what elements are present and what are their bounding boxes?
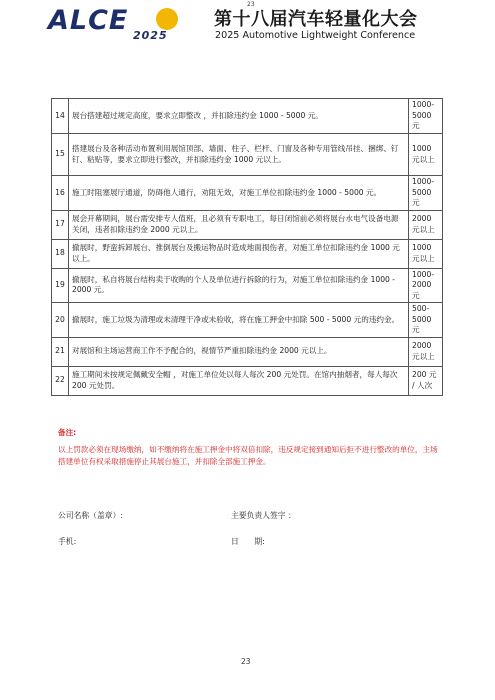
row-number: 17 — [52, 210, 69, 239]
table-row — [52, 210, 443, 239]
row-number: 21 — [52, 337, 69, 366]
leader-signature-label: 主要负责人签字 ： — [231, 511, 296, 520]
page-number-bottom: 23 — [241, 657, 251, 666]
sun-icon — [156, 8, 178, 30]
row-amount: 2000 元以上 — [409, 210, 443, 239]
row-text: 撤展时，施工垃圾为清理或未清理干净或未验收，将在施工押金中扣除 500 - 5000 元的违约金。 — [69, 303, 409, 338]
logo-year: 2025 — [133, 29, 168, 42]
table-row — [52, 99, 443, 134]
row-text: 展台搭建超过规定高度，要求立即整改 ，并扣除违约金 1000 - 5000 元。 — [69, 99, 409, 134]
row-amount: 1000 元以上 — [409, 239, 443, 268]
row-amount: 1000-5000 元 — [409, 99, 443, 134]
row-number: 19 — [52, 268, 69, 303]
company-name-label: 公司名称（盖章）: — [58, 511, 124, 520]
logo-word: ALCE — [48, 5, 129, 36]
row-text: 对展馆和主场运营商工作不予配合的，视情节严重扣除违约金 2000 元以上。 — [69, 337, 409, 366]
phone-label: 手机: — [58, 537, 77, 546]
row-amount: 1000-2000 元 — [409, 268, 443, 303]
row-number: 18 — [52, 239, 69, 268]
page-number-top: 23 — [247, 1, 255, 8]
table-row — [52, 176, 443, 211]
row-number: 22 — [52, 366, 69, 395]
alce-logo — [48, 5, 190, 42]
row-amount: 1000-5000 元 — [409, 176, 443, 211]
table-row — [52, 239, 443, 268]
notes-section — [58, 427, 443, 468]
row-text: 搭建展台及各种活动布置利用展馆顶部、墙面、柱子、栏杆、门窗及各种专用管线吊挂、捆绑、钉钉、粘贴等，要求立即进行整改，并扣除违约金 1000 元以上。 — [69, 134, 409, 176]
row-text: 展会开幕期间，展台需安排专人值班，且必须有专职电工，每日闭馆前必须将展台水电气设备电源关闭，违者扣除违约金 2000 元以上。 — [69, 210, 409, 239]
table-row — [52, 134, 443, 176]
row-amount: 2000 元以上 — [409, 337, 443, 366]
penalty-table — [51, 98, 443, 396]
row-text: 施工期间未按规定佩戴安全帽 ，对施工单位处以每人每次 200 元处罚。在馆内抽烟者，每人每次 200 元处罚。 — [69, 366, 409, 395]
row-text: 撤展时，野蛮拆卸展台、推倒展台及搬运物品时造成地面损伤者，对施工单位扣除违约金 1000 元以上。 — [69, 239, 409, 268]
notes-title: 备注: — [58, 428, 77, 437]
conference-title-cn: 第十八届汽车轻量化大会 — [214, 9, 418, 30]
row-text: 施工时阻塞展厅通道，防碍他人通行，劝阻无效，对施工单位扣除违约金 1000 - 5000 元。 — [69, 176, 409, 211]
table-row — [52, 337, 443, 366]
row-text: 撤展时，私自将展台结构卖于收购的个人及单位进行拆除的行为，对施工单位扣除违约金 1000 - 2000 元。 — [69, 268, 409, 303]
row-amount: 200 元 / 人次 — [409, 366, 443, 395]
notes-text: 以上罚款必须在现场缴纳，如不缴纳将在施工押金中将双倍扣除，违反规定接到通知后拒不进行整改的单位，主场搭建单位有权采取措施停止其展台施工，并扣除全部施工押金。 — [58, 445, 438, 466]
table-row — [52, 303, 443, 338]
row-number: 20 — [52, 303, 69, 338]
row-number: 15 — [52, 134, 69, 176]
row-amount: 1000 元以上 — [409, 134, 443, 176]
table-row — [52, 268, 443, 303]
row-amount: 500-5000 元 — [409, 303, 443, 338]
page-header — [0, 0, 495, 44]
date-label: 日 期: — [231, 537, 265, 546]
row-number: 14 — [52, 99, 69, 134]
conference-title-en: 2025 Automotive Lightweight Conference — [215, 30, 416, 41]
table-row — [52, 366, 443, 395]
row-number: 16 — [52, 176, 69, 211]
